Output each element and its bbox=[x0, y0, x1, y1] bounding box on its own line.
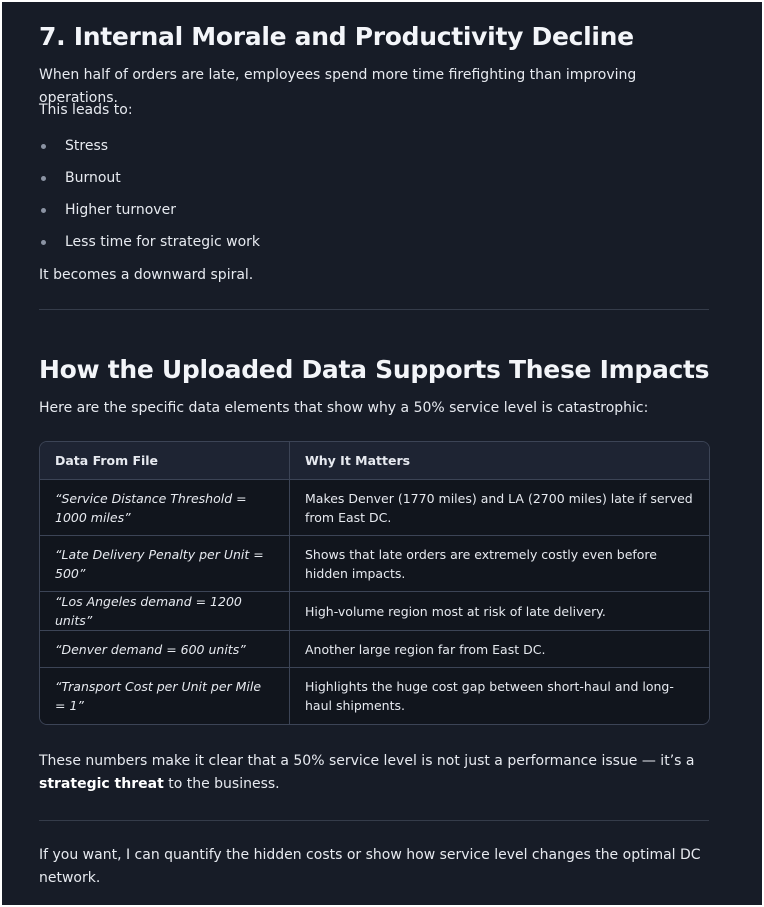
impact-bullet-list bbox=[39, 136, 709, 264]
divider bbox=[39, 309, 709, 310]
table-cell: Another large region far from East DC. bbox=[290, 631, 710, 668]
emphasis-text: strategic threat bbox=[39, 776, 164, 792]
table-cell: Highlights the huge cost gap between short-haul and long-haul shipments. bbox=[290, 668, 710, 724]
table-cell: “Los Angeles demand = 1200 units” bbox=[40, 592, 290, 631]
table-header-row bbox=[40, 442, 709, 480]
morale-intro: When half of orders are late, employees spend more time firefighting than improving operations. bbox=[39, 67, 637, 106]
table-row bbox=[40, 536, 709, 592]
data-intro: Here are the specific data elements that show why a 50% service level is catastrophic: bbox=[39, 400, 649, 416]
table-row bbox=[40, 631, 709, 668]
table-row bbox=[40, 668, 709, 724]
table-cell: “Service Distance Threshold = 1000 miles” bbox=[40, 480, 290, 536]
bullet-icon bbox=[41, 176, 46, 181]
table-cell: “Transport Cost per Unit per Mile = 1” bbox=[40, 668, 290, 724]
data-table bbox=[39, 441, 710, 725]
leads-to-label: This leads to: bbox=[39, 102, 133, 118]
chat-response-panel bbox=[2, 2, 762, 905]
table-cell: Shows that late orders are extremely costly even before hidden impacts. bbox=[290, 536, 710, 592]
follow-up-offer: If you want, I can quantify the hidden costs or show how service level changes the optimal DC network. bbox=[39, 847, 701, 886]
list-item: Higher turnover bbox=[39, 200, 709, 232]
table-row bbox=[40, 592, 709, 631]
list-item: Burnout bbox=[39, 168, 709, 200]
column-header: Data From File bbox=[40, 442, 290, 480]
bullet-icon bbox=[41, 144, 46, 149]
list-item: Less time for strategic work bbox=[39, 232, 709, 264]
bullet-icon bbox=[41, 208, 46, 213]
table-cell: “Denver demand = 600 units” bbox=[40, 631, 290, 668]
table-cell: Makes Denver (1770 miles) and LA (2700 miles) late if served from East DC. bbox=[290, 480, 710, 536]
column-header: Why It Matters bbox=[290, 442, 710, 480]
bullet-icon bbox=[41, 240, 46, 245]
morale-conclusion: It becomes a downward spiral. bbox=[39, 267, 254, 283]
table-cell: High-volume region most at risk of late delivery. bbox=[290, 592, 710, 631]
table-row bbox=[40, 480, 709, 536]
section-heading-morale: 7. Internal Morale and Productivity Decline bbox=[39, 22, 634, 51]
list-item: Stress bbox=[39, 136, 709, 168]
section-heading-data: How the Uploaded Data Supports These Impacts bbox=[39, 355, 710, 384]
divider bbox=[39, 820, 709, 821]
summary-paragraph: These numbers make it clear that a 50% service level is not just a performance issue — it’s a strategic threat to the business. bbox=[39, 753, 695, 792]
table-cell: “Late Delivery Penalty per Unit = 500” bbox=[40, 536, 290, 592]
